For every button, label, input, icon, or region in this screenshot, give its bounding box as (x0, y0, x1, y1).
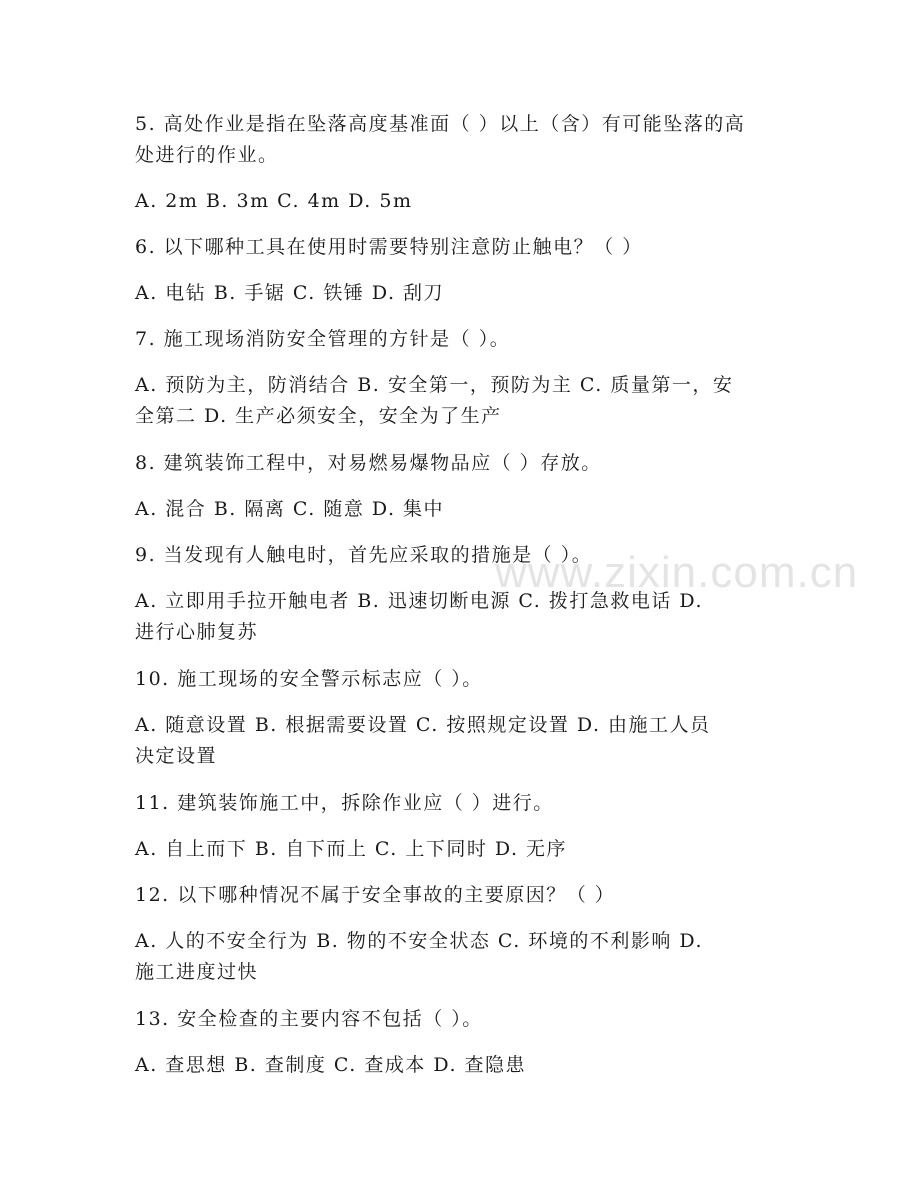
question-8-text: 8. 建筑装饰工程中，对易燃易爆物品应（ ）存放。 (135, 452, 602, 474)
question-7-text: 7. 施工现场消防安全管理的方针是（ ）。 (135, 328, 511, 350)
question-5-options: A. 2m B. 3m C. 4m D. 5m (135, 190, 413, 212)
question-9-options-line-2: 进行心肺复苏 (135, 621, 259, 643)
question-6-text: 6. 以下哪种工具在使用时需要特别注意防止触电？（ ） (135, 236, 643, 258)
question-7-options-line-2: 全第二 D. 生产必须安全，安全为了生产 (135, 405, 502, 427)
question-10-text: 10. 施工现场的安全警示标志应（ ）。 (135, 668, 483, 690)
question-12-options-line-2: 施工进度过快 (135, 961, 259, 983)
question-11-text: 11. 建筑装饰施工中，拆除作业应（ ）进行。 (135, 792, 554, 814)
question-12-options-line-1: A. 人的不安全行为 B. 物的不安全状态 C. 环境的不利影响 D. (135, 930, 703, 952)
question-12-text: 12. 以下哪种情况不属于安全事故的主要原因？（ ） (135, 884, 616, 906)
question-5-text-line-2: 处进行的作业。 (135, 144, 279, 166)
question-7-options-line-1: A. 预防为主，防消结合 B. 安全第一，预防为主 C. 质量第一，安 (135, 374, 734, 396)
question-6-options: A. 电钻 B. 手锯 C. 铁锤 D. 刮刀 (135, 282, 445, 304)
question-13-text: 13. 安全检查的主要内容不包括（ ）。 (135, 1008, 483, 1030)
question-9-options-line-1: A. 立即用手拉开触电者 B. 迅速切断电源 C. 拨打急救电话 D. (135, 590, 703, 612)
question-11-options: A. 自上而下 B. 自下而上 C. 上下同时 D. 无序 (135, 838, 568, 860)
question-9-text: 9. 当发现有人触电时，首先应采取的措施是（ ）。 (135, 544, 593, 566)
question-10-options-line-2: 决定设置 (135, 745, 218, 767)
question-5-text-line-1: 5. 高处作业是指在坠落高度基准面（ ）以上（含）有可能坠落的高 (135, 113, 746, 135)
watermark-text: www.zixin.com.cn (495, 548, 859, 597)
question-8-options: A. 混合 B. 隔离 C. 随意 D. 集中 (135, 498, 445, 520)
question-10-options-line-1: A. 随意设置 B. 根据需要设置 C. 按照规定设置 D. 由施工人员 (135, 714, 711, 736)
question-13-options: A. 查思想 B. 查制度 C. 查成本 D. 查隐患 (135, 1054, 527, 1076)
